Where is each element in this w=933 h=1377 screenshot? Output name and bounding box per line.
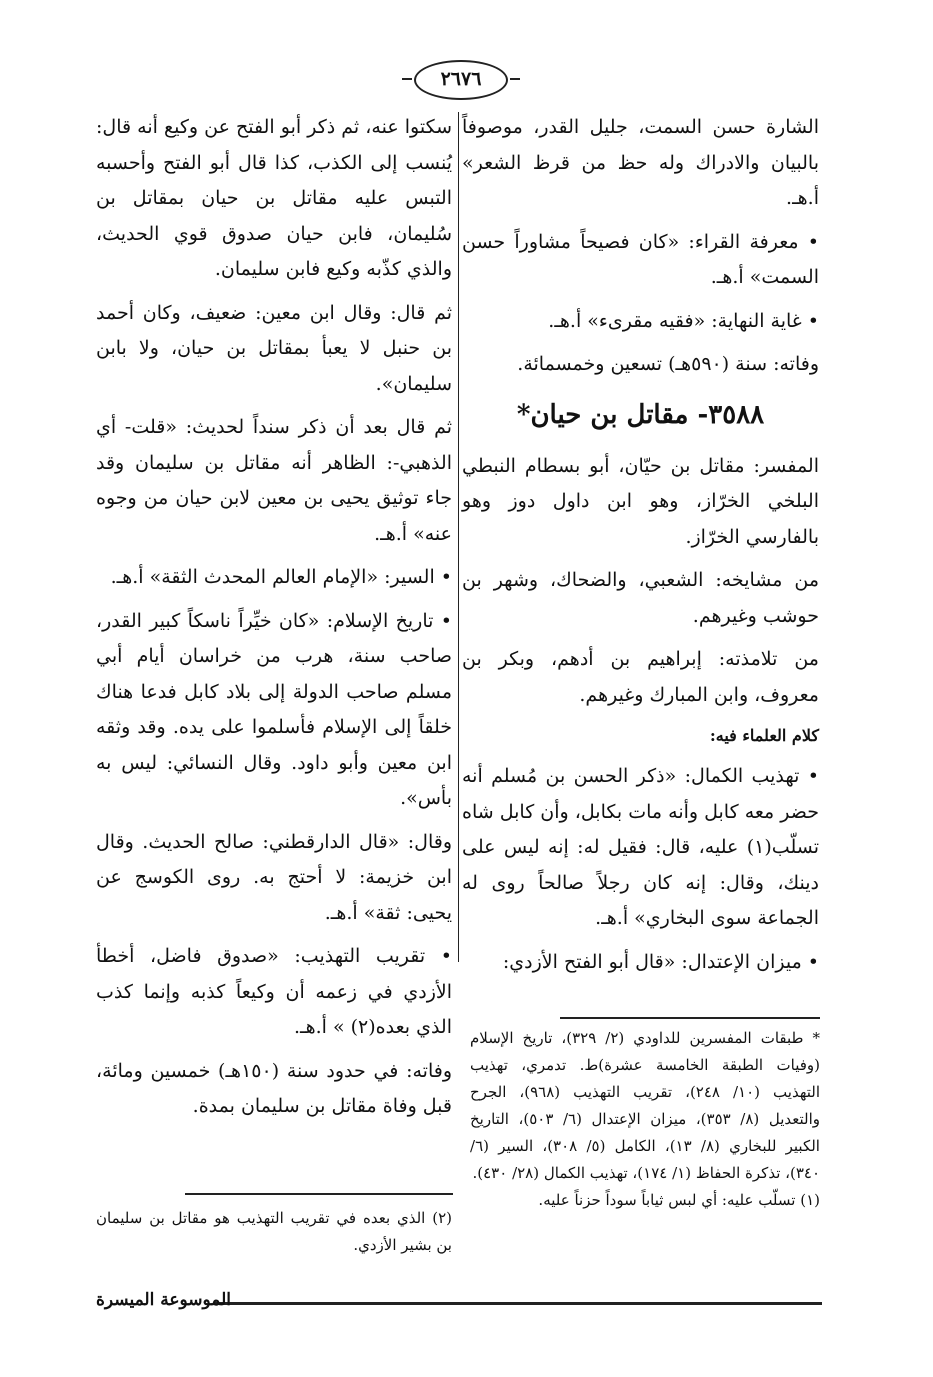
paragraph: • تقريب التهذيب: «صدوق فاضل، أخطأ الأزدي في زعمه أن وكيعاً كذبه وإنما كذب الذي بعده(٢) » أ.هـ. xyxy=(96,945,452,1038)
paragraph: الشارة حسن السمت، جليل القدر، موصوفاً بالبيان والادراك وله حظ من قرظ الشعر» أ.هـ. xyxy=(462,116,819,209)
paragraph: • تاريخ الإسلام: «كان خيِّراً ناسكاً كبير القدر، صاحب سنة، هرب من خراسان أيام أبي مسلم صاحب الدولة إلى بلاد كابل فدعا هناك خلقاً إلى الإسلام فأسلموا على يده. وقد وثقه ابن معين وأبو داود. وقال النسائي: ليس به بأس». xyxy=(96,609,452,809)
footnote: (١) تسلّب عليه: أي لبس ثياباً سوداً حزناً عليه. xyxy=(538,1191,820,1209)
paragraph: من تلامذته: إبراهيم بن أدهم، وبكر بن معروف، وابن المبارك وغيرهم. xyxy=(462,648,819,706)
paragraph: ثم قال بعد أن ذكر سنداً لحديث: «قلت- أي الذهبي-: الظاهر أنه مقاتل بن سليمان وقد جاء توثيق يحيى بن معين لابن حيان من وجوه عنه» أ.هـ. xyxy=(96,416,452,545)
paragraph: وقال: «قال الدارقطني: صالح الحديث. وقال ابن خزيمة: لا أحتج به. روى الكوسج عن يحيى: ثقة» أ.هـ. xyxy=(96,830,452,924)
paragraph: • معرفة القراء: «كان فصيحاً مشاوراً حسن السمت» أ.هـ. xyxy=(462,230,819,288)
column-divider xyxy=(458,112,459,962)
page-number: ٢٦٧٦ xyxy=(414,60,508,100)
footer-title: الموسوعة الميسرة xyxy=(96,1290,232,1310)
paragraph: وفاته: سنة (٥٩٠هـ) تسعين وخمسمائة. xyxy=(517,353,819,375)
footnote: * طبقات المفسرين للداودي (٢/ ٣٢٩)، تاريخ الإسلام (وفيات الطبقة الخامسة عشرة)ط. تدمري، تهذيب التهذيب (١٠/ ٢٤٨)، تقريب التهذيب (٩٦٨)، الجرح والتعديل (٨/ ٣٥٣)، ميزان الإعتدال (٦/ ٥٠٣)، التاريخ الكبير للبخاري (٨/ ١٣)، الكامل (٥/ ٣٠٨)، السير (٦/ ٣٤٠)، تذكرة الحفاظ (١/ ١٧٤)، تهذيب الكمال (٢٨/ ٤٣٠). xyxy=(470,1029,821,1182)
paragraph: من مشايخه: الشعبي، والضحاك، وشهر بن حوشب وغيرهم. xyxy=(462,569,819,627)
footnote-rule xyxy=(560,1017,820,1019)
entry-heading: ٣٥٨٨- مقاتل بن حيان* xyxy=(516,399,765,430)
footer-rule xyxy=(214,1302,822,1305)
left-column xyxy=(96,110,452,1133)
paragraph: • السير: «الإمام العالم المحدث الثقة» أ.هـ. xyxy=(110,566,452,588)
paragraph: وفاته: في حدود سنة (١٥٠هـ) خمسين ومائة، قبل وفاة مقاتل بن سليمان بمدة. xyxy=(96,1059,453,1117)
paragraph: سكتوا عنه، ثم ذكر أبو الفتح عن وكيع أنه قال: يُنسب إلى الكذب، كذا قال أبو الفتح وأحسبه التبس عليه مقاتل بن حيان بمقاتل بن سُليمان، فابن حيان صدوق قوي الحديث، والذي كذّبه وكيع فابن سليمان. xyxy=(96,116,452,280)
scholars-heading: كلام العلماء فيه: xyxy=(709,726,819,745)
paragraph: المفسر: مقاتل بن حيّان، أبو بسطام النبطي البلخي الخرّاز، وهو ابن داول دوز وهو بالفارسي الخرّاز. xyxy=(462,454,819,548)
paragraph: • ميزان الإعتدال: «قال أبو الفتح الأزدي: xyxy=(502,950,819,973)
left-footnote xyxy=(96,1205,452,1259)
right-footnotes xyxy=(470,1025,820,1214)
footnote-rule xyxy=(185,1193,453,1195)
paragraph: • تهذيب الكمال: «ذكر الحسن بن مُسلم أنه حضر معه كابل وأنه مات بكابل، وأن كابل شاه تسلّب(١) عليه، قال: فقيل له: إنه ليس على دينك، وقال: إنه كان رجلاً صالحاً روى له الجماعة سوى البخاري» أ.هـ. xyxy=(462,765,819,929)
footnote: (٢) الذي بعده في تقريب التهذيب هو مقاتل بن سليمان بن بشير الأزدي. xyxy=(96,1209,452,1254)
paragraph: ثم قال: وقال ابن معين: ضعيف، وكان أحمد بن حنبل لا يعبأ بمقاتل بن حيان، ولا بابن سليمان». xyxy=(96,301,452,395)
right-column xyxy=(462,110,819,988)
paragraph: • غاية النهاية: «فقيه مقرىء» أ.هـ. xyxy=(548,309,819,332)
